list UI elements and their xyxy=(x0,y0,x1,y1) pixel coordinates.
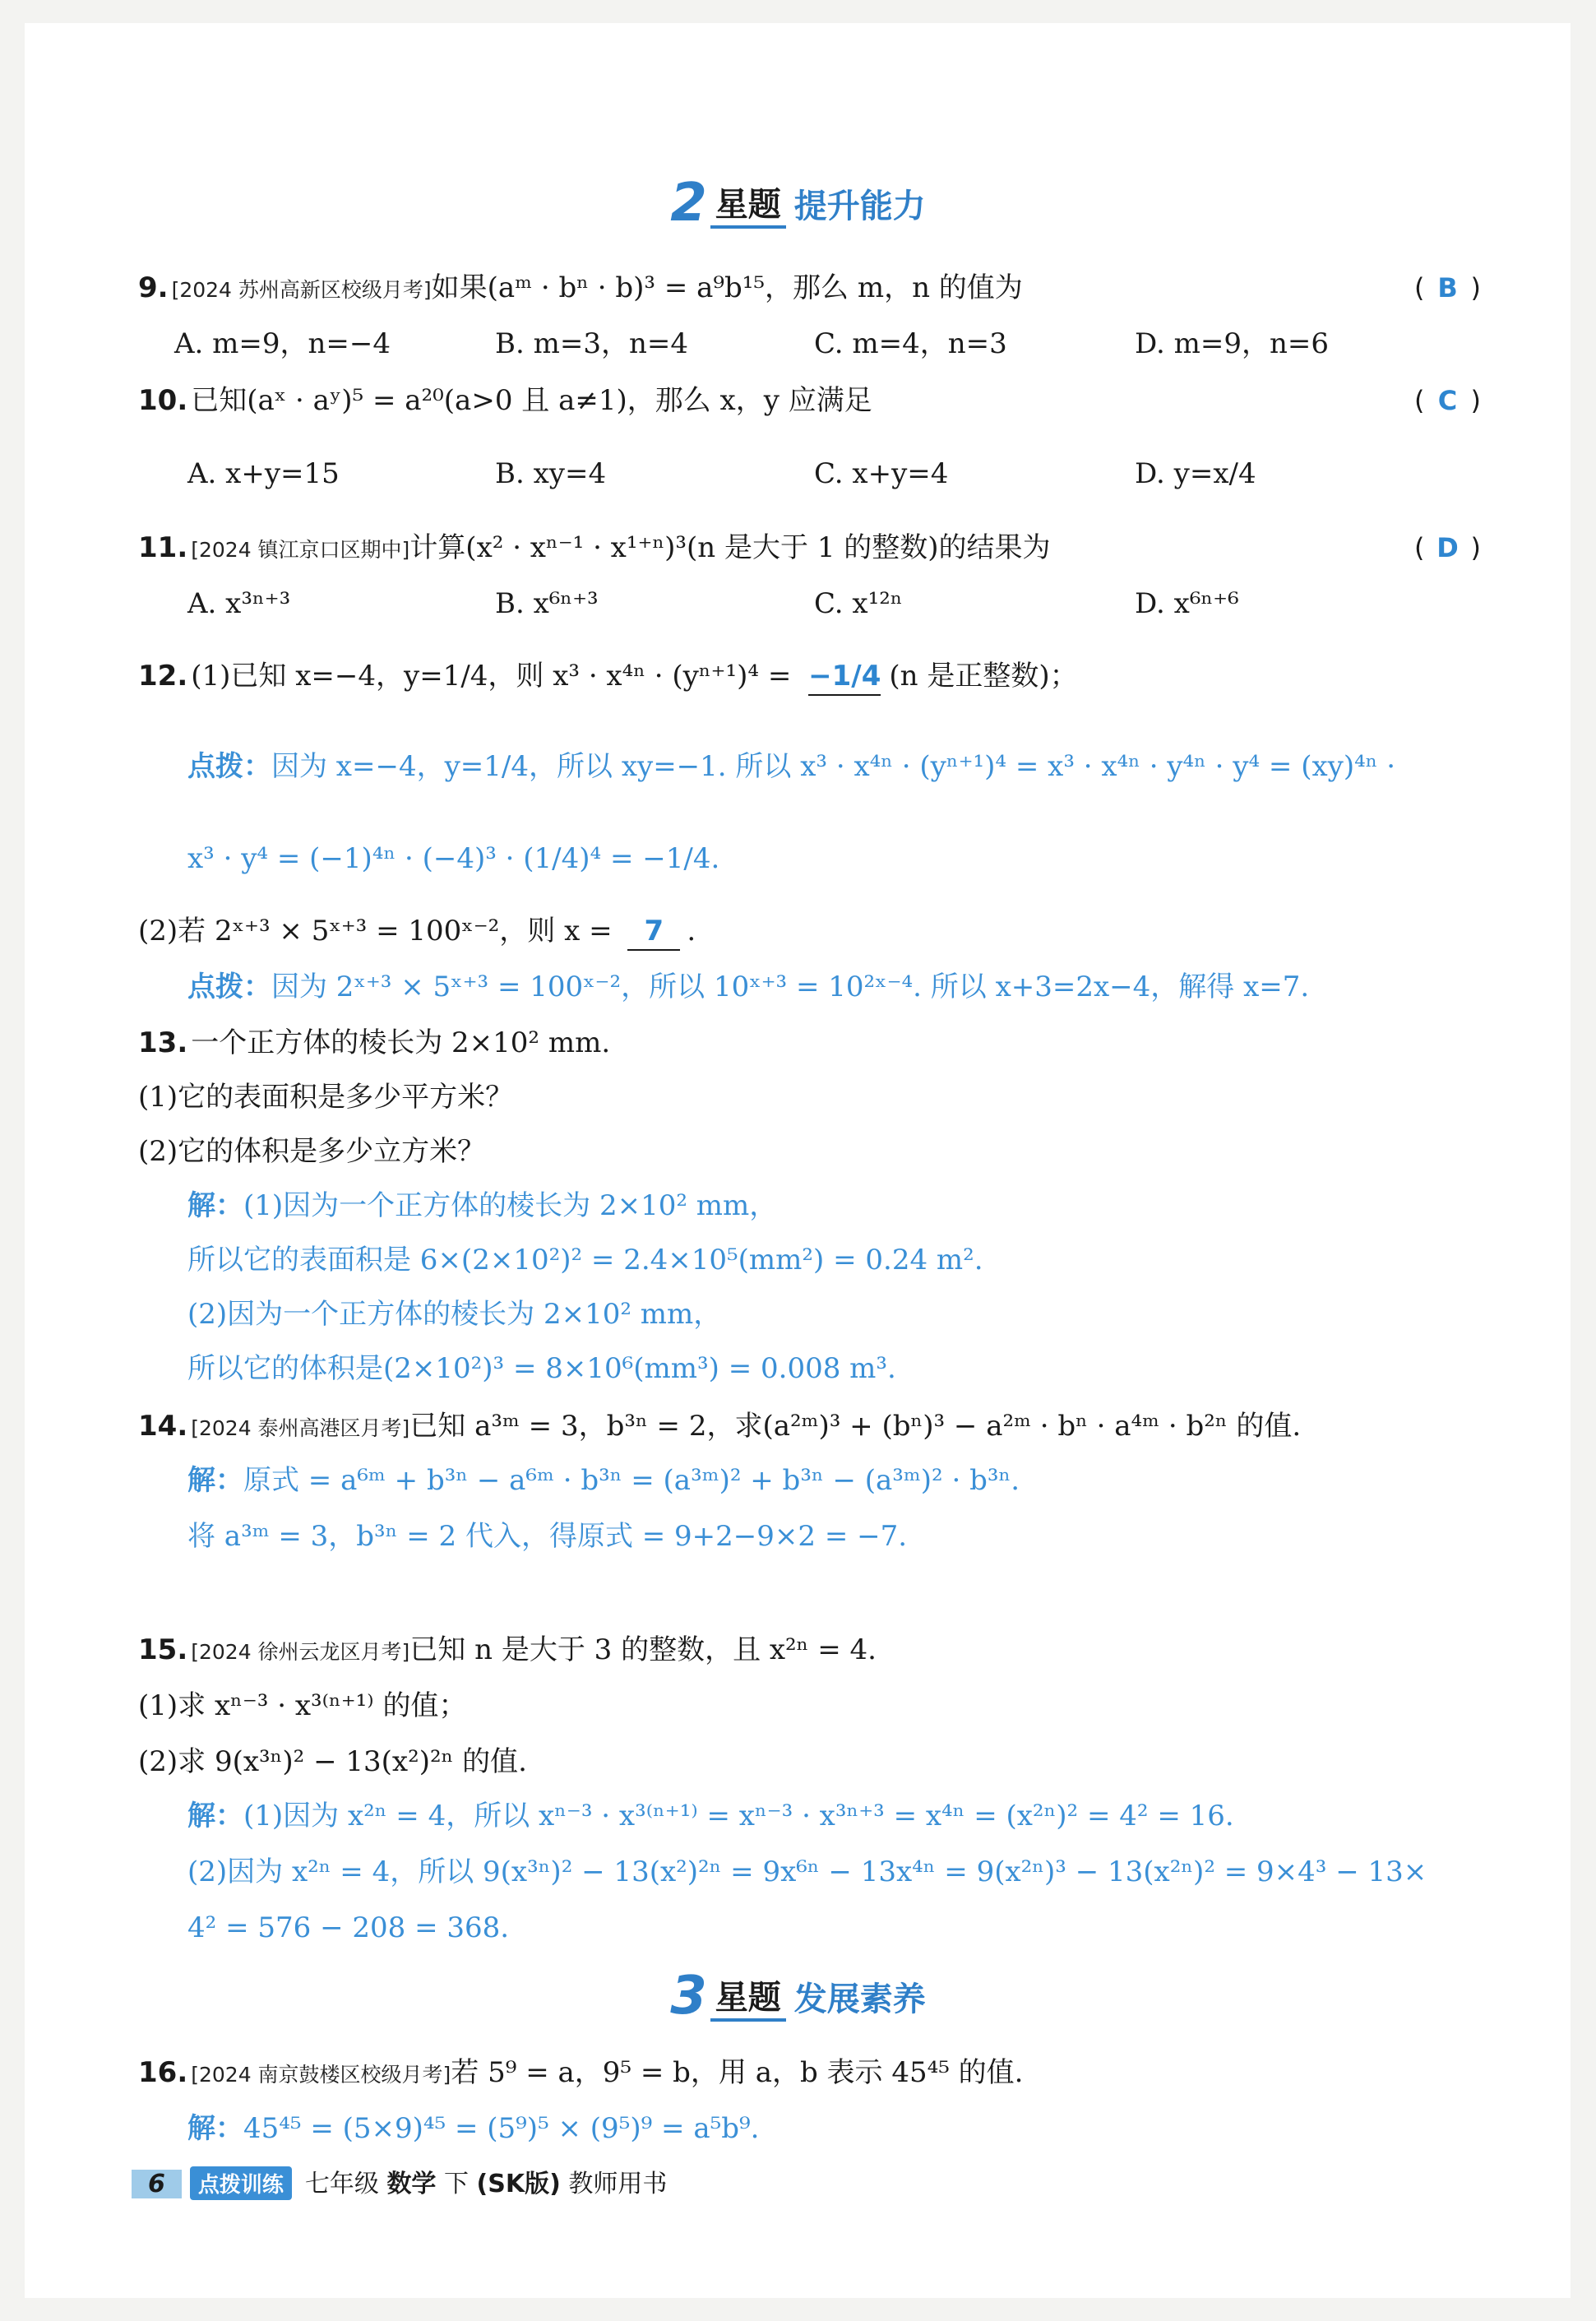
question-number: 16. xyxy=(138,2056,188,2089)
question-stem: 已知 n 是大于 3 的整数，且 x²ⁿ = 4. xyxy=(409,1633,877,1666)
option-a: A. x+y=15 xyxy=(187,457,340,490)
option-a: A. m=9，n=−4 xyxy=(174,327,391,360)
solution-label: 解： xyxy=(187,2112,243,2145)
hint-1-line-2: x³ · y⁴ = (−1)⁴ⁿ · (−4)³ · (1/4)⁴ = −1/4. xyxy=(187,842,720,875)
question-12-part-1 xyxy=(138,658,1078,696)
answer-bracket: ( C ) xyxy=(1414,382,1481,419)
solution-line: (2)因为一个正方体的棱长为 2×10² mm， xyxy=(187,1298,722,1331)
footer-book: 教师用书 xyxy=(568,2170,668,2198)
question-13 xyxy=(138,1025,610,1061)
section-2-header xyxy=(0,173,1596,234)
question-source: [2024 苏州高新区校级月考] xyxy=(171,278,432,302)
question-text: (2)若 2ˣ⁺³ × 5ˣ⁺³ = 100ˣ⁻²，则 x = xyxy=(138,915,613,947)
question-source: [2024 泰州高港区月考] xyxy=(191,1416,410,1440)
option-a: A. x³ⁿ⁺³ xyxy=(187,587,291,620)
question-stem: 如果(aᵐ · bⁿ · b)³ = a⁹b¹⁵，那么 m，n 的值为 xyxy=(431,271,1023,304)
hint-1-line-1 xyxy=(187,748,1395,785)
question-text-tail: (n 是正整数)； xyxy=(889,660,1078,693)
section-number: 2 xyxy=(670,173,707,234)
solution-line: 所以它的表面积是 6×(2×10²)² = 2.4×10⁵(mm²) = 0.24 m². xyxy=(187,1244,983,1276)
solution-label: 解： xyxy=(187,1800,243,1832)
question-number: 15. xyxy=(138,1633,188,1666)
answer-choice: B xyxy=(1437,272,1458,303)
question-13-sub-1: (1)它的表面积是多少平方米？ xyxy=(138,1081,514,1114)
question-source: [2024 镇江京口区期中] xyxy=(191,538,410,562)
hint-text: 因为 2ˣ⁺³ × 5ˣ⁺³ = 100ˣ⁻²，所以 10ˣ⁺³ = 10²ˣ⁻⁴. 所以 x+3=2x−4，解得 x=7. xyxy=(271,971,1310,1003)
option-b: B. xy=4 xyxy=(495,457,607,490)
brand-logo: 点拨训练 xyxy=(190,2166,292,2200)
question-10 xyxy=(138,382,872,419)
option-d: D. m=9，n=6 xyxy=(1135,327,1330,360)
question-15-sub-2: (2)求 9(x³ⁿ)² − 13(x²)²ⁿ 的值. xyxy=(138,1745,527,1778)
option-d: D. x⁶ⁿ⁺⁶ xyxy=(1135,587,1239,620)
option-b: B. m=3，n=4 xyxy=(495,327,688,360)
fill-in-answer: 7 xyxy=(627,913,680,951)
question-source: [2024 南京鼓楼区校级月考] xyxy=(191,2063,451,2087)
answer-bracket: ( D ) xyxy=(1414,530,1481,566)
option-c: C. x+y=4 xyxy=(814,457,949,490)
answer-choice: C xyxy=(1437,385,1458,416)
question-text-tail: . xyxy=(687,915,696,947)
question-source: [2024 徐州云龙区月考] xyxy=(191,1640,410,1664)
solution-text: (1)因为一个正方体的棱长为 2×10² mm， xyxy=(243,1189,778,1222)
question-12-part-2 xyxy=(138,913,696,951)
footer-subject: 数学 xyxy=(386,2170,437,2198)
question-number: 14. xyxy=(138,1410,188,1443)
question-15 xyxy=(138,1632,877,1670)
page-number: 6 xyxy=(132,2170,182,2198)
hint-text: 因为 x=−4，y=1/4，所以 xy=−1. 所以 x³ · x⁴ⁿ · (yⁿ⁺¹)⁴ = x³ · x⁴ⁿ · y⁴ⁿ · y⁴ = (xy)⁴ⁿ · xyxy=(271,750,1396,783)
question-number: 9. xyxy=(138,271,169,304)
question-stem: 已知 a³ᵐ = 3，b³ⁿ = 2，求(a²ᵐ)³ + (bⁿ)³ − a²ᵐ · bⁿ · a⁴ᵐ · b²ⁿ 的值. xyxy=(409,1410,1302,1443)
option-c: C. x¹²ⁿ xyxy=(814,587,903,620)
solution-line: 4² = 576 − 208 = 368. xyxy=(187,1911,510,1944)
question-number: 12. xyxy=(138,660,188,693)
solution-text: 原式 = a⁶ᵐ + b³ⁿ − a⁶ᵐ · b³ⁿ = (a³ᵐ)² + b³ⁿ − (a³ᵐ)² · b³ⁿ. xyxy=(243,1464,1020,1497)
answer-bracket: ( B ) xyxy=(1414,270,1481,306)
hint-label: 点拨： xyxy=(187,971,271,1003)
solution-text: (1)因为 x²ⁿ = 4，所以 xⁿ⁻³ · x³⁽ⁿ⁺¹⁾ = xⁿ⁻³ · x³ⁿ⁺³ = x⁴ⁿ = (x²ⁿ)² = 4² = 16. xyxy=(243,1800,1234,1832)
question-stem: 若 5⁹ = a，9⁵ = b，用 a，b 表示 45⁴⁵ 的值. xyxy=(451,2056,1024,2089)
question-number: 13. xyxy=(138,1026,188,1059)
solution-line: (2)因为 x²ⁿ = 4，所以 9(x³ⁿ)² − 13(x²)²ⁿ = 9x⁶ⁿ − 13x⁴ⁿ = 9(x²ⁿ)³ − 13(x²ⁿ)² = 9×4³ − 13× xyxy=(187,1855,1427,1888)
question-number: 11. xyxy=(138,531,188,564)
solution-line xyxy=(187,1188,777,1224)
question-14 xyxy=(138,1408,1301,1447)
solution-label: 解： xyxy=(187,1189,243,1222)
question-stem: 一个正方体的棱长为 2×10² mm. xyxy=(191,1026,611,1059)
option-c: C. m=4，n=3 xyxy=(814,327,1007,360)
question-stem: 计算(x² · xⁿ⁻¹ · x¹⁺ⁿ)³(n 是大于 1 的整数)的结果为 xyxy=(409,531,1051,564)
solution-text: 45⁴⁵ = (5×9)⁴⁵ = (5⁹)⁵ × (9⁵)⁹ = a⁵b⁹. xyxy=(243,2112,760,2145)
solution-line: 将 a³ᵐ = 3，b³ⁿ = 2 代入，得原式 = 9+2−9×2 = −7. xyxy=(187,1520,908,1553)
solution-line xyxy=(187,1462,1020,1499)
question-13-sub-2: (2)它的体积是多少立方米？ xyxy=(138,1135,486,1168)
section-number: 3 xyxy=(670,1966,707,2027)
hint-2 xyxy=(187,969,1309,1005)
question-text: (1)已知 x=−4，y=1/4，则 x³ · x⁴ⁿ · (yⁿ⁺¹)⁴ = xyxy=(191,660,792,693)
section-title: 星题 xyxy=(710,178,786,229)
section-title: 星题 xyxy=(710,1971,786,2022)
solution-line xyxy=(187,1798,1234,1834)
question-11 xyxy=(138,530,1051,568)
option-d: D. y=x/4 xyxy=(1135,457,1256,490)
question-stem: 已知(aˣ · aʸ)⁵ = a²⁰(a>0 且 a≠1)，那么 x，y 应满足 xyxy=(191,384,872,417)
section-subtitle: 提升能力 xyxy=(793,187,926,225)
page-footer xyxy=(132,2163,667,2200)
footer-volume: 下 xyxy=(443,2170,469,2198)
question-15-sub-1: (1)求 xⁿ⁻³ · x³⁽ⁿ⁺¹⁾ 的值； xyxy=(138,1689,467,1722)
fill-in-answer: −1/4 xyxy=(808,658,881,696)
footer-grade: 七年级 xyxy=(304,2170,379,2198)
option-b: B. x⁶ⁿ⁺³ xyxy=(495,587,599,620)
solution-line: 所以它的体积是(2×10²)³ = 8×10⁶(mm³) = 0.008 m³. xyxy=(187,1352,896,1385)
question-number: 10. xyxy=(138,384,188,417)
solution-line xyxy=(187,2110,759,2147)
question-16 xyxy=(138,2055,1023,2093)
solution-label: 解： xyxy=(187,1464,243,1497)
section-subtitle: 发展素养 xyxy=(793,1980,926,2018)
hint-label: 点拨： xyxy=(187,750,271,783)
section-3-header xyxy=(0,1966,1596,2027)
question-9 xyxy=(138,270,1023,308)
footer-edition: (SK版) xyxy=(476,2170,561,2198)
answer-choice: D xyxy=(1436,532,1459,563)
